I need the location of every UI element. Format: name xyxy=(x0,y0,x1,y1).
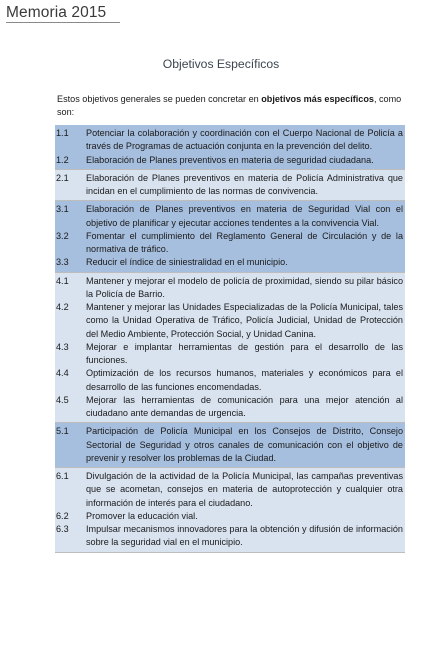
intro-text-bold: objetivos más específicos xyxy=(261,94,374,104)
objective-number: 3.3 xyxy=(56,257,69,268)
objective-item xyxy=(55,341,405,368)
objective-group xyxy=(55,468,405,553)
objective-number: 4.1 xyxy=(56,275,69,286)
objective-item xyxy=(55,367,405,394)
intro-text-after: , como son: xyxy=(57,94,402,118)
objective-text: Optimización de los recursos humanos, materiales y económicos para el desarrollo de las funciones encomendadas. xyxy=(86,368,403,392)
objective-item xyxy=(55,394,405,421)
objective-group xyxy=(55,273,405,424)
objective-text: Promover la educación vial. xyxy=(86,510,198,521)
objective-group xyxy=(55,170,405,202)
objective-text: Mejorar e implantar herramientas de gestión para el desarrollo de las funciones. xyxy=(86,341,403,365)
objective-item xyxy=(55,172,405,199)
objective-text: Impulsar mecanismos innovadores para la obtención y difusión de información sobre la seguridad vial en el municipio. xyxy=(86,524,403,548)
objective-text: Mantener y mejorar las Unidades Especializadas de la Policía Municipal, tales como la Unidad Operativa de Tráfico, Policía Judicial, Unidad de Protección del Medio Ambiente, Protección Social, y Unidad Canina. xyxy=(86,302,403,339)
objective-text: Elaboración de Planes preventivos en materia de Seguridad Vial con el objetivo de planificar y ejecutar acciones tendentes a la convivencia Vial. xyxy=(86,204,403,228)
objective-number: 6.2 xyxy=(56,510,69,521)
objective-item xyxy=(55,470,405,510)
objective-item xyxy=(55,256,405,269)
objective-number: 4.2 xyxy=(56,302,69,312)
objective-number: 1.2 xyxy=(56,154,69,165)
objective-number: 5.1 xyxy=(56,426,69,437)
objective-text: Reducir el índice de siniestralidad en el municipio. xyxy=(86,257,288,268)
objective-item xyxy=(55,230,405,257)
objective-item xyxy=(55,523,405,550)
header-underline xyxy=(6,22,120,23)
objective-number: 2.1 xyxy=(56,172,69,183)
intro-text-before: Estos objetivos generales se pueden concretar en xyxy=(57,94,262,104)
document-header-title: Memoria 2015 xyxy=(6,4,107,21)
objective-group xyxy=(55,125,405,170)
objective-item xyxy=(55,301,405,341)
objective-text: Mantener y mejorar el modelo de policía de proximidad, siendo su pilar básico la Policía de Barrio. xyxy=(86,275,403,299)
objective-number: 3.1 xyxy=(56,204,69,215)
objective-text: Elaboración de Planes preventivos en materia de Policía Administrativa que incidan en el cumplimiento de las normas de convivencia. xyxy=(86,172,403,196)
objective-item xyxy=(55,275,405,302)
objective-number: 1.1 xyxy=(56,128,69,138)
intro-paragraph xyxy=(57,93,409,120)
section-title: Objetivos Específicos xyxy=(162,57,280,71)
objectives-list xyxy=(55,125,405,553)
objective-text: Participación de Policía Municipal en los Consejos de Distrito, Consejo Sectorial de Seguridad y otros canales de comunicación con el objetivo de prevenir y resolver los problemas de la Ciudad. xyxy=(86,426,403,463)
objective-group xyxy=(55,201,405,272)
objective-number: 6.1 xyxy=(56,471,69,481)
objective-number: 6.3 xyxy=(56,524,69,534)
objective-number: 4.3 xyxy=(56,341,69,352)
objective-group xyxy=(55,423,405,468)
objective-item xyxy=(55,127,405,154)
objective-item xyxy=(55,510,405,523)
objective-text: Potenciar la colaboración y coordinación con el Cuerpo Nacional de Policía a través de Programas de actuación conjunta en la prevención del delito. xyxy=(86,128,403,152)
objective-text: Fomentar el cumplimiento del Reglamento General de Circulación y de la normativa de tráfico. xyxy=(86,230,403,254)
objective-number: 4.5 xyxy=(56,394,69,405)
objective-text: Divulgación de la actividad de la Policía Municipal, las campañas preventivas que se acometan, consejos en materia de autoprotección y cualquier otra información de interés para el ciudadano. xyxy=(86,471,403,508)
objective-item xyxy=(55,203,405,230)
objective-item xyxy=(55,425,405,465)
objective-number: 4.4 xyxy=(56,368,69,379)
objective-item xyxy=(55,154,405,167)
objective-text: Mejorar las herramientas de comunicación para una mejor atención al ciudadano ante demandas de urgencia. xyxy=(86,394,403,418)
objective-number: 3.2 xyxy=(56,230,69,241)
objective-text: Elaboración de Planes preventivos en materia de seguridad ciudadana. xyxy=(86,154,374,165)
